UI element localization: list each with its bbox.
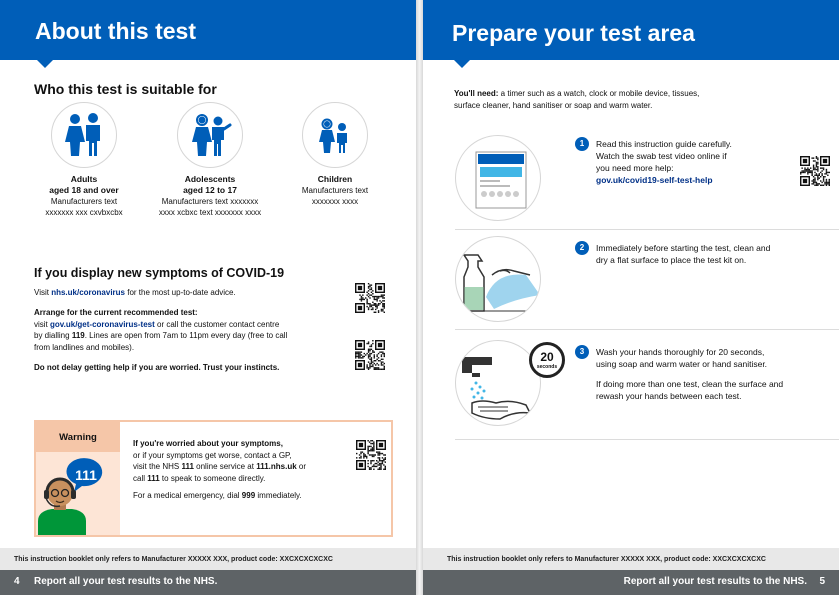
left-page <box>0 0 416 595</box>
emergency-suffix: immediately. <box>255 491 302 500</box>
step-3-line1: Wash your hands thoroughly for 20 seconds, <box>596 347 765 357</box>
persona-desc: Manufacturers text <box>301 186 369 195</box>
surface-cleaning-icon <box>455 236 541 322</box>
phone-119: 119 <box>71 331 85 340</box>
step-3-line3: If doing more than one test, clean the surface and <box>596 379 784 389</box>
banner-notch <box>36 59 54 68</box>
step-3-number: 3 <box>575 345 589 359</box>
you-need-label: You'll need: <box>454 89 499 98</box>
persona-subtitle: aged 12 to 17 <box>183 185 237 195</box>
step-3-row <box>455 330 839 440</box>
self-test-help-link[interactable]: gov.uk/covid19-self-test-help <box>596 175 713 185</box>
left-footer-note: This instruction booklet only refers to Manufacturer XXXXX XXX, product code: XXCXCXCXCXC <box>14 556 333 563</box>
persona-adults <box>24 102 144 218</box>
persona-title: Adolescents <box>184 174 236 184</box>
visit-paragraph <box>34 287 344 299</box>
visit-suffix: for the most up-to-date advice. <box>125 288 236 297</box>
step-2-line2: dry a flat surface to place the test kit on. <box>596 255 747 265</box>
timer-20-seconds-icon <box>529 342 565 378</box>
suitable-heading: Who this test is suitable for <box>34 81 217 97</box>
booklet-icon <box>455 135 541 221</box>
step-1-number: 1 <box>575 137 589 151</box>
right-footer-note: This instruction booklet only refers to Manufacturer XXXXX XXX, product code: XXCXCXCXCXC <box>447 556 766 563</box>
qr-code-self-test-help[interactable] <box>800 156 830 186</box>
right-footer-text: Report all your test results to the NHS. <box>623 576 807 587</box>
children-icon <box>302 102 368 168</box>
persona-title: Adults <box>70 174 98 184</box>
arrange-prefix: visit <box>34 319 50 329</box>
emergency-prefix: For a medical emergency, dial <box>133 491 242 500</box>
warning-111-nhs-uk[interactable]: 111.nhs.uk <box>256 462 297 471</box>
left-page-banner <box>0 0 416 60</box>
warning-call-111: 111 <box>147 473 160 483</box>
you-need-line2: surface cleaner, hand sanitiser or soap and warm water. <box>454 100 653 110</box>
you-need-paragraph <box>454 88 784 111</box>
step-1-line1: Read this instruction guide carefully. <box>596 139 732 149</box>
persona-desc: xxxx xcbxc text xxxxxxx xxxx <box>158 208 262 217</box>
step-2-line1: Immediately before starting the test, clean and <box>596 243 771 253</box>
arrange-line2-suffix: . Lines are open from 7am to 11pm every day (free to call <box>84 331 288 340</box>
step-1-text <box>596 138 776 186</box>
step-2-row <box>455 230 839 330</box>
visit-prefix: Visit <box>34 288 52 297</box>
adolescents-icon <box>177 102 243 168</box>
step-3-text <box>596 346 836 402</box>
step-1-line3: you need more help: <box>596 163 674 173</box>
timer-number: 20 <box>540 350 554 364</box>
step-3-line2: using soap and warm water or hand sanitiser. <box>596 359 768 369</box>
step-2-text <box>596 242 826 266</box>
emergency-999: 999 <box>241 491 256 500</box>
persona-desc: Manufacturers text <box>50 197 118 206</box>
persona-desc: xxxxxxx xxx cxvbxcbx <box>45 208 123 217</box>
left-footer-text: Report all your test results to the NHS. <box>34 576 218 587</box>
persona-desc: xxxxxxx xxxx <box>311 197 359 206</box>
arrange-mid: or call the customer contact centre <box>154 319 280 329</box>
arrange-paragraph <box>34 307 354 353</box>
right-page-title: Prepare your test area <box>452 20 695 46</box>
warning-side-panel <box>36 422 120 535</box>
banner-notch <box>453 59 471 68</box>
warning-111: 111 <box>181 462 194 471</box>
bubble-111: 111 <box>75 467 97 483</box>
right-footer-bar <box>423 570 839 595</box>
warning-label: Warning <box>36 422 120 452</box>
step-1-row <box>455 130 839 230</box>
step-1-line2: Watch the swab test video online if <box>596 151 727 161</box>
left-footer-note-bar <box>0 548 416 570</box>
arrange-line3: from landlines and mobiles). <box>34 342 135 352</box>
right-footer-note-bar <box>423 548 839 570</box>
left-footer-bar <box>0 570 416 595</box>
left-page-number: 4 <box>14 576 20 587</box>
step-2-number: 2 <box>575 241 589 255</box>
persona-subtitle: aged 18 and over <box>49 185 119 195</box>
left-page-title: About this test <box>35 18 196 44</box>
warning-text <box>133 438 343 502</box>
timer-unit: seconds <box>536 364 558 370</box>
you-need-line1: a timer such as a watch, clock or mobile device, tissues, <box>498 89 700 98</box>
warning-line3-suffix: or <box>296 462 307 471</box>
step-3-line4: rewash your hands between each test. <box>596 391 742 401</box>
get-coronavirus-test-link[interactable]: gov.uk/get-coronavirus-test <box>50 319 155 329</box>
warning-box <box>34 420 393 537</box>
arrange-heading: Arrange for the current recommended test: <box>34 308 198 317</box>
nhs-coronavirus-link[interactable]: nhs.uk/coronavirus <box>51 288 125 297</box>
persona-children <box>275 102 395 207</box>
do-not-delay-text: Do not delay getting help if you are worried. Trust your instincts. <box>34 363 280 372</box>
warning-line2: or if your symptoms get worse, contact a GP, <box>133 450 292 460</box>
warning-line3-mid: online service at <box>193 462 257 471</box>
symptoms-heading: If you display new symptoms of COVID-19 <box>34 266 285 280</box>
warning-line4-prefix: call <box>133 473 148 483</box>
adults-icon <box>51 102 117 168</box>
right-page <box>423 0 839 595</box>
qr-code-gov[interactable] <box>355 340 385 370</box>
warning-line3-prefix: visit the NHS <box>133 462 182 471</box>
persona-adolescents <box>150 102 270 218</box>
warning-heading: If you're worried about your symptoms, <box>133 439 283 448</box>
qr-code-111[interactable] <box>356 440 386 470</box>
warning-line4-suffix: to speak to someone directly. <box>159 473 266 483</box>
persona-desc: Manufacturers text xxxxxxx <box>161 197 259 206</box>
call-handler-icon <box>36 452 120 535</box>
qr-code-nhs[interactable] <box>355 283 385 313</box>
hand-washing-icon <box>455 340 541 426</box>
book-gutter <box>416 0 423 595</box>
right-page-banner <box>423 0 839 60</box>
arrange-line2-prefix: by dialling <box>34 331 72 340</box>
right-page-number: 5 <box>819 576 825 587</box>
persona-title: Children <box>317 174 353 184</box>
